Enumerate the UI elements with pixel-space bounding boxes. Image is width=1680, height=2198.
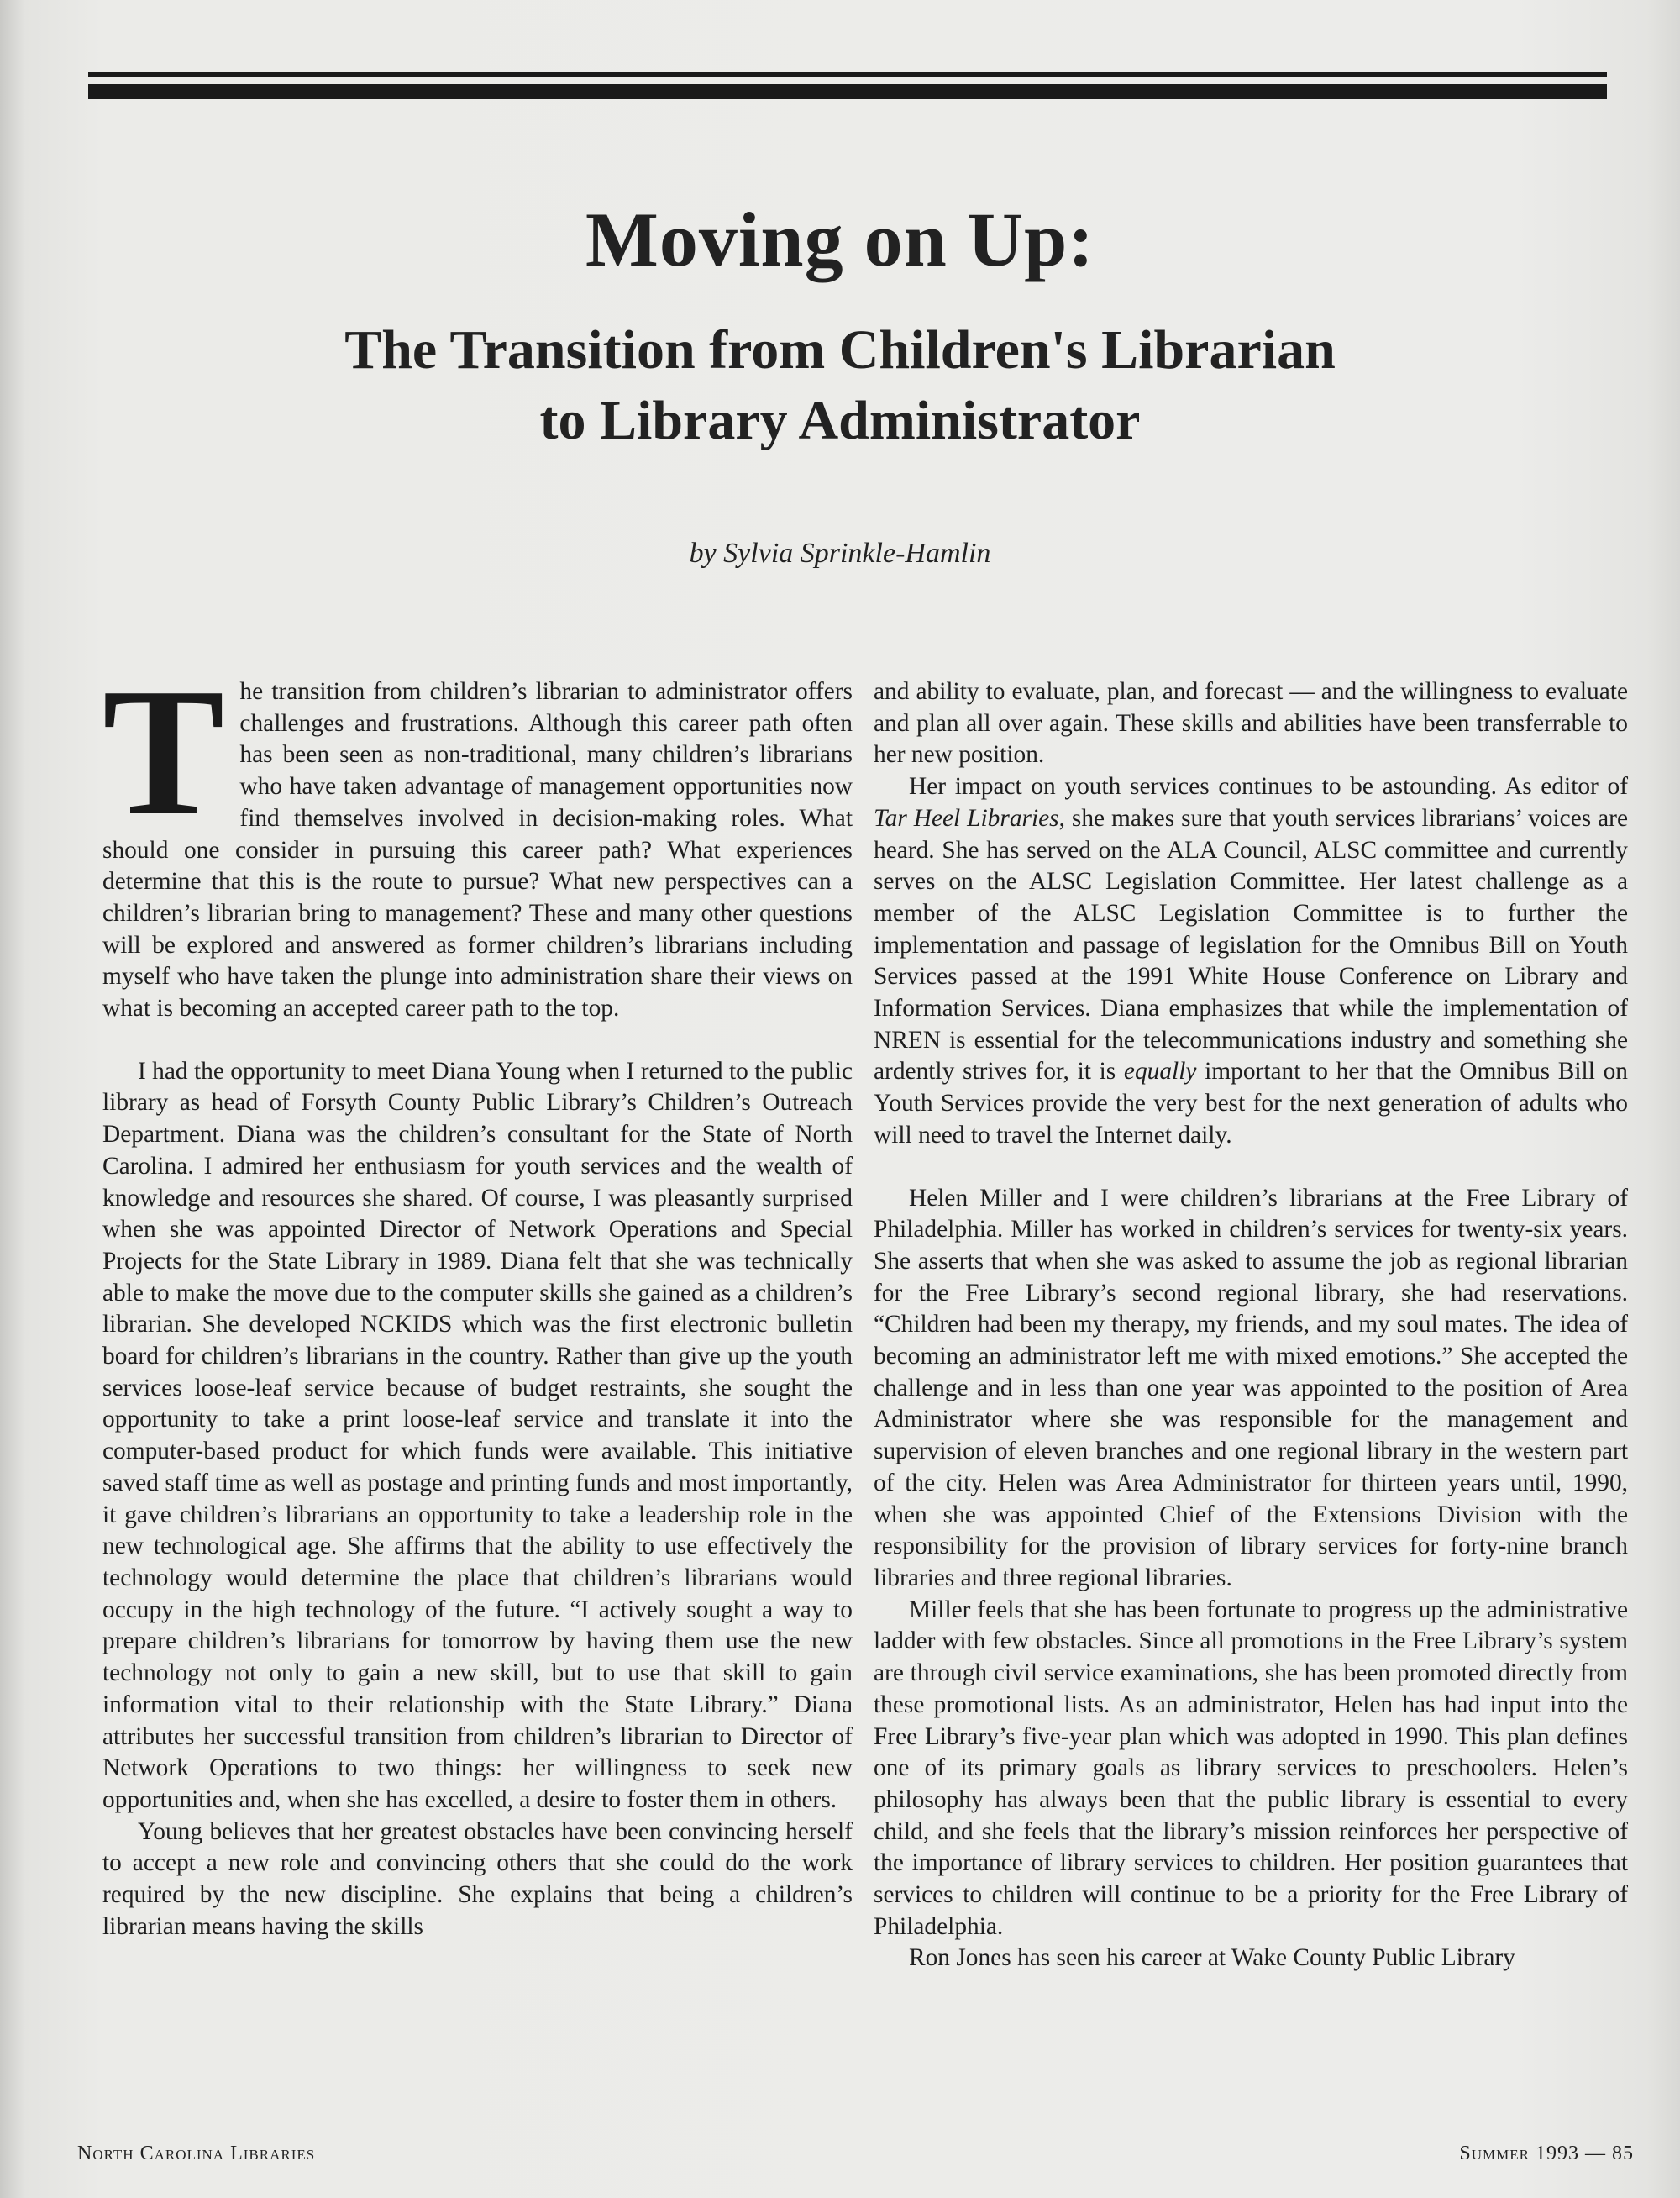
left-column <box>102 651 853 1943</box>
right-column <box>874 676 1628 1975</box>
publication-name: Tar Heel Libraries <box>874 804 1059 832</box>
top-rule-thin <box>88 72 1607 77</box>
article-subtitle-line2: to Library Administrator <box>539 390 1141 451</box>
paragraph-continued: and ability to evaluate, plan, and forecast — and the willingness to evaluate and plan all over again. These skills and abilities have been transferrable to her new position. <box>874 678 1628 769</box>
footer-issue-page: Summer 1993 — 85 <box>1459 2143 1634 2164</box>
paragraph-miller-progress: Miller feels that she has been fortunate to progress up the administrative ladder with few obstacles. Since all promotions in the Free Library’s system are through civil service examinations, she has been promoted directly from these promotional lists. As an administrator, Helen has had input into the Free Library’s five-year plan which was adopted in 1990. This plan defines one of its primary goals as library services to preschoolers. Helen’s philosophy has always been that the public library is essential to every child, and she feels that the library’s mission reinforces her perspective of the importance of library services to children. Her position guarantees that services to children will continue to be a priority for the Free Library of Philadelphia. <box>874 1596 1628 1940</box>
paragraph-impact <box>874 771 1628 1151</box>
intro-text: he transition from children’s librarian to administrator offers challenges and frustrations. Although this career path often has been seen as non-traditional, many children’s librarians who have taken advantage of management opportunities now find themselves involved in decision-making roles. What should one consider in pursuing this career path? What experiences determine that this is the route to pursue? What new perspectives can a children’s librarian bring to management? These and many other questions will be explored and answered as former children’s librarians including myself who have taken the plunge into administration share their views on what is becoming an accepted career path to the top. <box>102 678 853 1023</box>
article-subtitle-line1: The Transition from Children's Librarian <box>344 319 1336 381</box>
top-rule-thick <box>88 84 1607 99</box>
impact-text-2: , she makes sure that youth services librarians’ voices are heard. She has served on the ALA Council, ALSC committee and currently serves on the ALSC Legislation Committee. Her latest challenge as a member of the ALSC Legislation Committee is to further the implementation and passage of legislation for the Omnibus Bill on Youth Services passed at the 1991 White House Conference on Library and Information Services. Diana emphasizes that while the implementation of NREN is essential for the telecommunications industry and something she ardently strives for, it is <box>874 804 1629 1086</box>
footer-publication: North Carolina Libraries <box>77 2143 316 2164</box>
impact-text-1: Her impact on youth services continues to be astounding. As editor of <box>909 773 1628 801</box>
paragraph-ron-jones: Ron Jones has seen his career at Wake County Public Library <box>909 1944 1515 1972</box>
paragraph-helen-miller: Helen Miller and I were children’s librarians at the Free Library of Philadelphia. Miller has worked in children’s services for twenty-six years. She asserts that when she was asked to assume the job as regional librarian for the Free Library’s second regional library, she had reservations. “Children had been my therapy, my friends, and my soul mates. The idea of becoming an administrator left me with mixed emotions.” She accepted the challenge and in less than one year was appointed to the position of Area Administrator where she was responsible for the management and supervision of eleven branches and one regional library in the western part of the city. Helen was Area Administrator for thirteen years until, 1990, when she was appointed Chief of the Extensions Division with the responsibility for the provision of library services for forty-nine branch libraries and three regional libraries. <box>874 1184 1628 1591</box>
drop-cap: T <box>102 651 225 854</box>
intro-paragraph <box>102 651 853 1025</box>
impact-text-3: important to her that the Omnibus Bill on Youth Services provide the very best for the next generation of adults who will need to travel the Internet daily. <box>874 1058 1628 1149</box>
emphasis-word: equally <box>1123 1058 1197 1086</box>
byline: by Sylvia Sprinkle-Hamlin <box>689 538 991 569</box>
paragraph-diana-young: I had the opportunity to meet Diana Young when I returned to the public library as head of Forsyth County Public Library’s Children’s Outreach Department. Diana was the children’s consultant for the State of North Carolina. I admired her enthusiasm for youth services and the wealth of knowledge and resources she shared. Of course, I was pleasantly surprised when she was appointed Director of Network Operations and Special Projects for the State Library in 1989. Diana felt that she was technically able to make the move due to the computer skills she gained as a children’s librarian. She developed NCKIDS which was the first electronic bulletin board for children’s librarians in the country. Rather than give up the youth services loose-leaf service because of budget restraints, she sought the opportunity to take a print loose-leaf service and translate it into the computer-based product for which funds were available. This initiative saved staff time as well as postage and printing funds and most importantly, it gave children’s librarians an opportunity to take a leadership role in the new technological age. She affirms that the ability to use effectively the technology would determine the place that children’s librarians would occupy in the high technology of the future. “I actively sought a way to prepare children’s librarians for tomorrow by having them use the new technology not only to gain a new skill, but to use that skill to gain information vital to their relationship with the State Library.” Diana attributes her successful transition from children’s librarian to Director of Network Operations to two things: her willingness to seek new opportunities and, when she has excelled, a desire to foster them in others. <box>102 1057 853 1813</box>
paragraph-obstacles: Young believes that her greatest obstacles have been convincing herself to accept a new role and convincing others that she could do the work required by the new discipline. She explains that being a children’s librarian means having the skills <box>102 1817 853 1940</box>
article-title: Moving on Up: <box>585 197 1095 282</box>
